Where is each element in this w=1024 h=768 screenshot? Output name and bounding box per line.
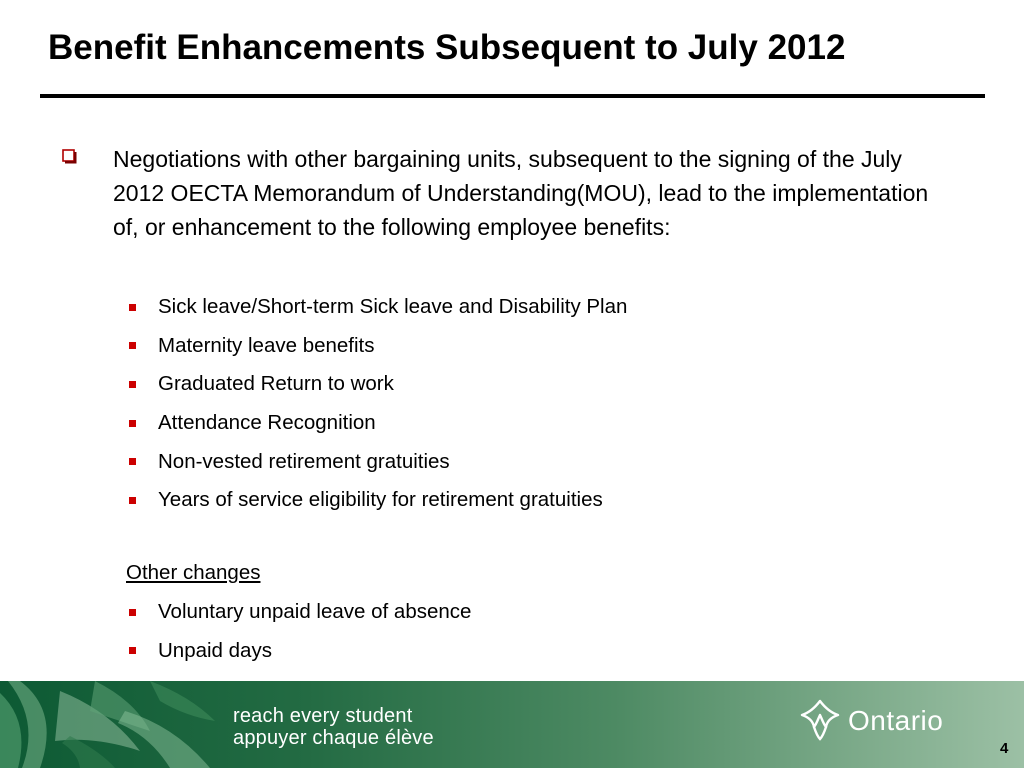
main-bullet-point <box>58 142 958 244</box>
page-number: 4 <box>1000 740 1009 757</box>
footer-banner <box>0 681 1024 768</box>
list-item <box>126 632 966 671</box>
slide-title: Benefit Enhancements Subsequent to July 2012 <box>48 28 846 67</box>
ontario-wordmark: Ontario <box>848 705 944 736</box>
square-bullet-icon <box>129 497 136 504</box>
square-bullet-icon <box>129 342 136 349</box>
ontario-trillium-logo-icon <box>800 697 840 741</box>
tagline-french: appuyer chaque élève <box>233 727 434 749</box>
list-item-text: Attendance Recognition <box>158 411 376 435</box>
square-bullet-icon <box>129 304 136 311</box>
title-divider <box>40 94 985 98</box>
tagline-english: reach every student <box>233 705 413 727</box>
other-changes-list <box>126 593 966 670</box>
list-item-text: Voluntary unpaid leave of absence <box>158 600 472 624</box>
list-item <box>126 327 966 366</box>
list-item-text: Sick leave/Short-term Sick leave and Disability Plan <box>158 295 628 319</box>
list-item <box>126 365 966 404</box>
list-item-text: Years of service eligibility for retirement gratuities <box>158 488 603 512</box>
list-item-text: Unpaid days <box>158 638 272 662</box>
list-item-text: Non-vested retirement gratuities <box>158 449 450 473</box>
square-bullet-icon <box>129 381 136 388</box>
list-item <box>126 593 966 632</box>
square-bullet-icon <box>129 647 136 654</box>
hollow-square-bullet-icon <box>62 149 77 164</box>
list-item-text: Maternity leave benefits <box>158 333 375 357</box>
footer-tagline <box>233 705 434 749</box>
other-changes-heading: Other changes <box>126 561 261 584</box>
list-item <box>126 481 966 520</box>
decorative-leaf-pattern-icon <box>0 681 230 768</box>
square-bullet-icon <box>129 458 136 465</box>
square-bullet-icon <box>129 420 136 427</box>
list-item <box>126 288 966 327</box>
square-bullet-icon <box>129 609 136 616</box>
list-item <box>126 442 966 481</box>
list-item-text: Graduated Return to work <box>158 372 394 396</box>
benefits-list <box>126 288 966 520</box>
list-item <box>126 404 966 443</box>
intro-text: Negotiations with other bargaining units, subsequent to the signing of the July 2012 OECTA Memorandum of Understanding(MOU), lead to the implementation of, or enhancement to the following employee benefits: <box>113 146 929 240</box>
